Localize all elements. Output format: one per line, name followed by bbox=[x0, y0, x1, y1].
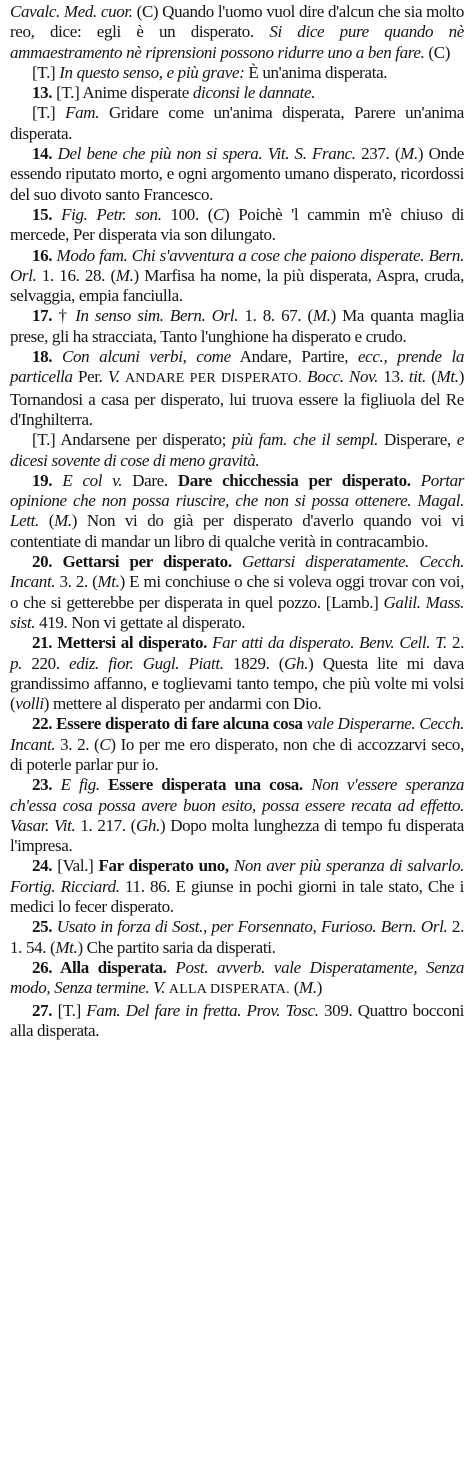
entry-heading: 21. Mettersi al disperato. bbox=[32, 633, 208, 653]
italic-text: M. bbox=[312, 306, 331, 326]
entry-heading: 17. bbox=[32, 306, 53, 326]
entry-text: ) Ma quanta maglia prese, gli ha stracciata, Tanto l'unghione ha disperato e crudo. bbox=[10, 306, 464, 346]
italic-text: diconsi le dannate. bbox=[192, 83, 316, 103]
entry-heading: 20. Gettarsi per disperato. bbox=[32, 552, 232, 572]
dictionary-entry bbox=[10, 958, 464, 1001]
entry-text: [Val.] bbox=[52, 856, 99, 876]
italic-text: Mt. bbox=[97, 572, 120, 592]
entry-text: ) Tornandosi a casa per disperato, lui truova essere la figliuola del Re d'Inghilterra. bbox=[10, 367, 464, 429]
entry-text: ) bbox=[316, 978, 323, 998]
dictionary-entry bbox=[10, 714, 464, 775]
entry-text: ) Non vi do già per disperato d'averlo quando voi vi contentiate di mandar un libro di qualche verità in contracambio. bbox=[10, 511, 464, 551]
dictionary-entry bbox=[10, 1001, 464, 1042]
entry-text bbox=[232, 552, 242, 571]
entry-text: ) Onde essendo riputato morto, e ogni argomento umano disperato, ricordossi del suo divoto santo Francesco. bbox=[10, 144, 464, 204]
dictionary-entry bbox=[10, 430, 464, 471]
italic-text: ecc., prende la particella bbox=[10, 347, 465, 387]
italic-text: M. bbox=[115, 265, 134, 285]
entry-text bbox=[100, 775, 108, 794]
entry-text: 100. ( bbox=[161, 204, 214, 224]
italic-text: Non v'essere speranza ch'essa cosa possa avere buon esito, possa essere recata ad effetto. Vasar. Vit. bbox=[10, 775, 465, 835]
italic-text: Gh. bbox=[284, 653, 309, 673]
italic-text: In senso sim. Bern. Orl. bbox=[75, 306, 239, 326]
italic-text: C bbox=[99, 734, 111, 754]
entry-text: 1829. ( bbox=[223, 653, 285, 673]
entry-text: ) E mi conchiuse o che si voleva oggi trovar con voi, o che si getterebbe per disperata in quel pozzo. [Lamb.] bbox=[10, 572, 464, 612]
italic-text: Non aver più speranza di salvarlo. Fortig. Ricciard. bbox=[10, 856, 465, 896]
entry-text: (C) Quando l'uomo vuol dire d'alcun che sia molto reo, dice: egli è un disperato. bbox=[10, 2, 465, 42]
italic-text: p. bbox=[10, 653, 23, 673]
dictionary-entry bbox=[10, 103, 464, 144]
entry-text: ) mettere al disperato per andarmi con Dio. bbox=[43, 694, 322, 714]
italic-text: Far atti da disperato. Benv. Cell. T. bbox=[212, 633, 447, 653]
entry-text: [T.] Anime disperate bbox=[52, 83, 193, 103]
entry-text bbox=[303, 775, 311, 794]
italic-text: Con alcuni verbi, come bbox=[62, 347, 231, 367]
entry-text: 220. bbox=[22, 653, 70, 673]
entry-text: È un'anima disperata. bbox=[244, 62, 388, 82]
italic-text: M. bbox=[54, 511, 72, 531]
entry-text: (C) bbox=[424, 42, 451, 62]
italic-text: Usato in forza di Sost., per Forsennato, Furioso. Bern. Orl. bbox=[56, 917, 448, 937]
italic-text: V. bbox=[107, 367, 120, 387]
dictionary-entry bbox=[10, 205, 464, 246]
italic-text: Portar opinione che non possa riuscire, che non si possa ottenere. Magal. Lett. bbox=[10, 470, 465, 531]
entry-text: Per. bbox=[72, 367, 108, 387]
italic-text: M. bbox=[400, 144, 418, 164]
dictionary-entry bbox=[10, 2, 464, 63]
italic-text: Post. avverb. vale Disperatamente, Senza modo, Senza termine. V. bbox=[10, 957, 465, 998]
entry-text: 1. 16. 28. ( bbox=[36, 265, 116, 285]
entry-text bbox=[52, 775, 60, 794]
italic-text: volli bbox=[15, 694, 44, 714]
entry-text bbox=[52, 205, 61, 224]
entry-text: [T.] bbox=[52, 1000, 87, 1020]
entry-text: Dare. bbox=[122, 470, 178, 490]
entry-text: Andare, Partire, bbox=[230, 347, 358, 367]
entry-heading: 16. bbox=[32, 245, 53, 265]
entry-text: ) Dopo molta lunghezza di tempo fu disperata l'impresa. bbox=[10, 815, 464, 856]
entry-heading: 25. bbox=[32, 917, 53, 937]
entry-text: ) Che partito saria da disperati. bbox=[77, 937, 276, 957]
entry-heading: 14. bbox=[32, 144, 53, 164]
entry-text: ) Marfisa ha nome, la più disperata, Aspra, cruda, selvaggia, empia fanciulla. bbox=[10, 265, 464, 306]
entry-text: 13. bbox=[377, 367, 409, 387]
italic-text: Fam. bbox=[65, 103, 100, 123]
italic-text: M. bbox=[299, 978, 317, 998]
italic-text: Fam. Del fare in fretta. Prov. Tosc. bbox=[86, 1000, 319, 1020]
entry-text: ) Questa lite mi dava grandissimo affanno, e toglievami tanto tempo, che più volte mi volsi ( bbox=[10, 653, 464, 714]
entry-text: 3. 2. ( bbox=[55, 572, 98, 592]
entry-heading: 15. bbox=[32, 204, 53, 224]
italic-text: Gh. bbox=[135, 815, 160, 835]
dictionary-entry bbox=[10, 63, 464, 83]
entry-text: [T.] bbox=[32, 103, 66, 123]
entry-text: 309. Quattro bocconi alla disperata. bbox=[10, 1000, 464, 1040]
italic-text: più fam. che il sempl. bbox=[232, 430, 379, 450]
entry-text: 2. bbox=[446, 633, 464, 653]
entry-text: ( bbox=[289, 978, 300, 998]
dictionary-entry bbox=[10, 306, 464, 347]
italic-text: Fig. Petr. son. bbox=[61, 204, 162, 224]
entry-text: 419. Non vi gettate al disperato. bbox=[35, 612, 246, 632]
italic-text: Modo fam. Chi s'avventura a cose che paiono disperate. Bern. Orl. bbox=[10, 245, 464, 285]
dictionary-entry bbox=[10, 471, 464, 552]
entry-text: 3. 2. ( bbox=[55, 734, 100, 754]
entry-text: † bbox=[52, 306, 76, 326]
dictionary-entry bbox=[10, 917, 464, 958]
entry-heading: 24. bbox=[32, 856, 53, 876]
italic-text: ediz. fior. Gugl. Piatt. bbox=[69, 653, 224, 673]
italic-text: E col v. bbox=[62, 470, 123, 490]
dictionary-entry bbox=[10, 83, 464, 103]
italic-text: Si dice pure quando nè ammaestramento nè riprensioni possono ridurre uno a ben fare. bbox=[10, 22, 464, 62]
entry-heading: 26. Alla disperata. bbox=[32, 957, 167, 977]
entry-text: Disperare, bbox=[378, 430, 457, 450]
entry-heading: 27. bbox=[32, 1000, 53, 1020]
dictionary-entry bbox=[10, 633, 464, 714]
entry-heading: 18. bbox=[32, 347, 53, 367]
entry-text: 2. 1. 54. ( bbox=[10, 917, 464, 957]
italic-text: e dicesi sovente di cose di meno gravità. bbox=[10, 430, 464, 470]
italic-text: Mt. bbox=[436, 367, 459, 387]
dictionary-entry bbox=[10, 775, 464, 856]
entry-text: 237. ( bbox=[355, 144, 401, 164]
dictionary-entry bbox=[10, 552, 464, 633]
italic-text: In questo senso, e più grave: bbox=[59, 62, 245, 82]
italic-text: tit. bbox=[408, 367, 426, 387]
dictionary-entry bbox=[10, 347, 464, 430]
entry-text: Gridare come un'anima disperata, Parere un'anima disperata. bbox=[10, 103, 464, 143]
entry-heading: Far disperato uno, bbox=[98, 856, 229, 876]
entry-text: ) Poichè 'l cammin m'è chiuso di mercede, Per disperata via son dilungato. bbox=[10, 204, 465, 245]
entry-text: ( bbox=[38, 511, 55, 531]
entry-text bbox=[411, 471, 421, 490]
italic-text: C bbox=[213, 204, 225, 224]
entry-text: 1. 217. ( bbox=[75, 815, 136, 835]
entry-heading: 22. Essere disperato di fare alcuna cosa bbox=[32, 714, 303, 734]
entry-heading: 19. bbox=[32, 470, 53, 490]
entry-text: [T.] Andarsene per disperato; bbox=[32, 430, 232, 450]
entry-text: ANDARE PER DISPERATO. bbox=[125, 371, 302, 387]
entry-text: ( bbox=[425, 367, 437, 387]
italic-text: Cavalc. Med. cuor. bbox=[10, 2, 133, 21]
entry-heading: Essere disperata una cosa. bbox=[108, 775, 303, 795]
dictionary-entry bbox=[10, 144, 464, 205]
entry-heading: Dare chicchessia per disperato. bbox=[177, 470, 411, 490]
dictionary-entry bbox=[10, 246, 464, 307]
entry-text bbox=[52, 347, 62, 366]
entry-heading: 23. bbox=[32, 775, 53, 795]
italic-text: vale Disperarne. Cecch. Incant. bbox=[10, 714, 464, 754]
entry-heading: 13. bbox=[32, 83, 53, 103]
italic-text: Del bene che più non si spera. Vit. S. Franc. bbox=[57, 144, 356, 164]
italic-text: Bocc. Nov. bbox=[307, 367, 378, 387]
entry-text: [T.] bbox=[32, 62, 60, 82]
italic-text: Gettarsi disperatamente. Cecch. Incant. bbox=[10, 552, 464, 592]
italic-text: Galil. Mass. sist. bbox=[10, 592, 464, 632]
entry-text: ) Io per me ero disperato, non che di accozzarvi seco, di poterle parlar pur io. bbox=[10, 734, 464, 774]
entry-text: 1. 8. 67. ( bbox=[238, 306, 313, 326]
italic-text: E fig. bbox=[60, 775, 100, 795]
entry-text: ALLA DISPERATA. bbox=[168, 982, 290, 998]
entry-text bbox=[52, 471, 62, 490]
entry-text: 11. 86. E giunse in pochi giorni in tale stato, Che i medici lo fecer disperato. bbox=[10, 876, 465, 917]
italic-text: Mt. bbox=[55, 937, 78, 957]
dictionary-entry bbox=[10, 856, 464, 917]
